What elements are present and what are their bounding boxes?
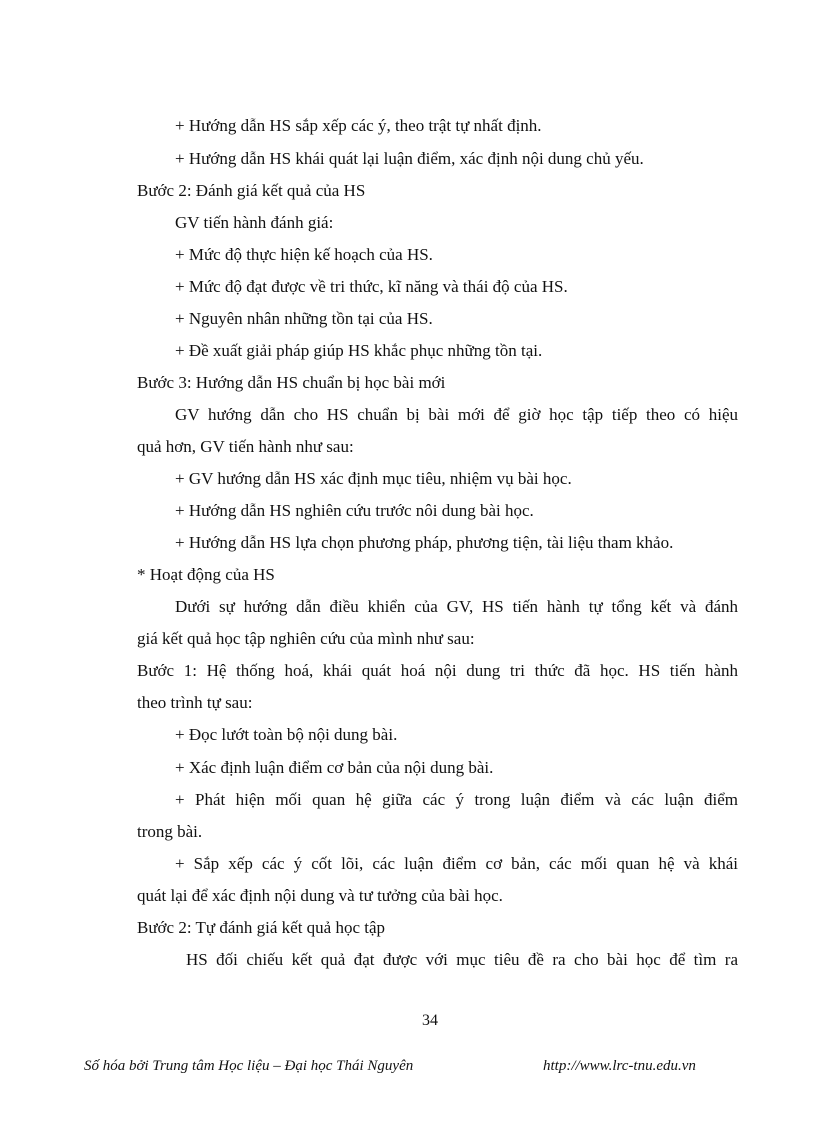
- paragraph-line: + Phát hiện mối quan hệ giữa các ý trong luận điểm và các luận điểm: [175, 790, 738, 809]
- step-heading: Bước 2: Đánh giá kết quả của HS: [137, 181, 366, 200]
- text-line: + Mức độ đạt được về tri thức, kĩ năng và thái độ của HS.: [175, 277, 568, 296]
- text-line: + Đọc lướt toàn bộ nội dung bài.: [175, 725, 398, 744]
- footer-url: http://www.lrc-tnu.edu.vn: [543, 1058, 696, 1074]
- paragraph-line: trong bài.: [137, 822, 203, 841]
- text-line: + Mức độ thực hiện kế hoạch của HS.: [175, 245, 433, 264]
- text-line: GV tiến hành đánh giá:: [175, 213, 334, 232]
- page-number: 34: [422, 1012, 438, 1029]
- paragraph-line: quả hơn, GV tiến hành như sau:: [137, 437, 354, 456]
- paragraph-line: quát lại để xác định nội dung và tư tưởng của bài học.: [137, 886, 503, 905]
- text-line: + Đề xuất giải pháp giúp HS khắc phục những tồn tại.: [175, 341, 543, 360]
- footer-source: Số hóa bởi Trung tâm Học liệu – Đại học Thái Nguyên: [84, 1058, 414, 1074]
- text-line: + GV hướng dẫn HS xác định mục tiêu, nhiệm vụ bài học.: [175, 469, 572, 488]
- text-line: + Hướng dẫn HS nghiên cứu trước nôi dung bài học.: [175, 501, 534, 520]
- step-heading: Bước 1: Hệ thống hoá, khái quát hoá nội dung tri thức đã học. HS tiến hành: [137, 661, 738, 680]
- paragraph-line: GV hướng dẫn cho HS chuẩn bị bài mới để giờ học tập tiếp theo có hiệu: [175, 405, 738, 424]
- paragraph-line: + Sắp xếp các ý cốt lõi, các luận điểm cơ bản, các mối quan hệ và khái: [175, 854, 738, 873]
- text-line: + Hướng dẫn HS khái quát lại luận điểm, xác định nội dung chủ yếu.: [175, 149, 644, 168]
- paragraph-line: giá kết quả học tập nghiên cứu của mình như sau:: [137, 629, 475, 648]
- text-line: + Hướng dẫn HS sắp xếp các ý, theo trật tự nhất định.: [175, 116, 542, 135]
- text-line: + Hướng dẫn HS lựa chọn phương pháp, phương tiện, tài liệu tham khảo.: [175, 533, 674, 552]
- section-heading: * Hoạt động của HS: [137, 565, 275, 584]
- step-heading: Bước 2: Tự đánh giá kết quả học tập: [137, 918, 386, 937]
- paragraph-line: theo trình tự sau:: [137, 693, 253, 712]
- text-line: + Nguyên nhân những tồn tại của HS.: [175, 309, 433, 328]
- text-line: + Xác định luận điểm cơ bản của nội dung bài.: [175, 758, 494, 777]
- paragraph-line: HS đối chiếu kết quả đạt được với mục tiêu đề ra cho bài học để tìm ra: [186, 950, 738, 969]
- step-heading: Bước 3: Hướng dẫn HS chuẩn bị học bài mới: [137, 373, 446, 392]
- paragraph-line: Dưới sự hướng dẫn điều khiển của GV, HS tiến hành tự tổng kết và đánh: [175, 597, 738, 616]
